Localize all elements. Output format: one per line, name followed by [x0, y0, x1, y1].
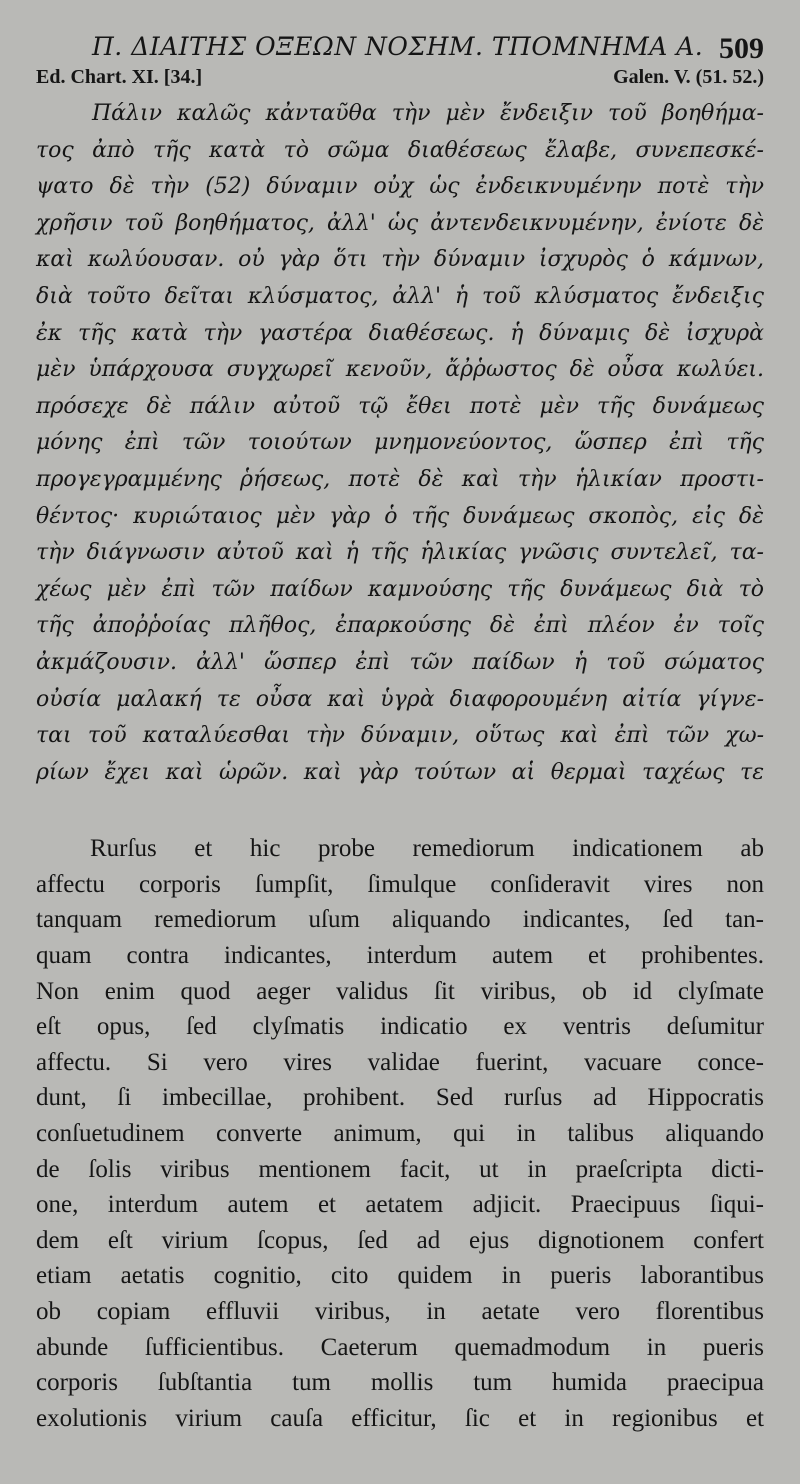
running-head [36, 30, 764, 66]
latin-line: etiam aetatis cognitio, cito quidem in pueris laborantibus [36, 1262, 764, 1290]
greek-line: ἐκ τῆς κατὰ τὴν γαστέρα διαθέσεως. ἡ δύναμις δὲ ἰσχυρὰ [36, 320, 764, 346]
latin-line: one, interdum autem et aetatem adjicit. Praecipuus ſiqui- [36, 1191, 764, 1219]
latin-text-block [36, 831, 764, 1436]
greek-text-block [36, 96, 764, 791]
latin-line: corporis ſubſtantia tum mollis tum humida praecipua [36, 1369, 764, 1397]
greek-line: ἀκμάζουσιν. ἀλλ' ὥσπερ ἐπὶ τῶν παίδων ἡ τοῦ σώματος [36, 649, 764, 675]
greek-line: τος ἀπὸ τῆς κατὰ τὸ σῶμα διαθέσεως ἔλαβε, συνεπεσκέ- [36, 137, 764, 163]
latin-line: conſuetudinem converte animum, qui in talibus aliquando [36, 1120, 764, 1148]
edition-galen-reference: Galen. V. (51. 52.) [613, 66, 764, 88]
greek-line: ψατο δὲ τὴν (52) δύναμιν οὐχ ὡς ἐνδεικνυμένην ποτὲ τὴν [36, 174, 764, 200]
greek-line: οὐσία μαλακή τε οὖσα καὶ ὑγρὰ διαφορουμένη αἰτία γίγνε- [36, 686, 764, 712]
edition-reference-line [36, 66, 764, 96]
latin-line: exolutionis virium cauſa efficitur, ſic et in regionibus et [36, 1404, 764, 1432]
latin-line: affectu. Si vero vires validae fuerint, vacuare conce- [36, 1048, 764, 1076]
greek-line: μὲν ὑπάρχουσα συγχωρεῖ κενοῦν, ἄῤῥωστος δὲ οὖσα κωλύει. [36, 357, 764, 383]
latin-line: tanquam remediorum uſum aliquando indicantes, ſed tan- [36, 906, 764, 934]
latin-line: quam contra indicantes, interdum autem et prohibentes. [36, 942, 764, 970]
page-number: 509 [719, 32, 764, 65]
latin-line: eſt opus, ſed clyſmatis indicatio ex ventris deſumitur [36, 1013, 764, 1041]
greek-line: ται τοῦ καταλύεσθαι τὴν δύναμιν, οὕτως καὶ ἐπὶ τῶν χω- [36, 723, 764, 749]
latin-line: abunde ſufficientibus. Caeterum quemadmodum in pueris [36, 1333, 764, 1361]
latin-line: Non enim quod aeger validus ſit viribus, ob id clyſmate [36, 977, 764, 1005]
edition-chart-reference: Ed. Chart. XI. [34.] [36, 66, 203, 88]
greek-line: θέντος· κυριώταιος μὲν γὰρ ὁ τῆς δυνάμεως σκοπὸς, εἰς δὲ [36, 503, 764, 529]
greek-line: προγεγραμμένης ῥήσεως, ποτὲ δὲ καὶ τὴν ἡλικίαν προστι- [36, 466, 764, 492]
greek-line: χέως μὲν ἐπὶ τῶν παίδων καμνούσης τῆς δυνάμεως διὰ τὸ [36, 576, 764, 602]
greek-line: ρίων ἔχει καὶ ὡρῶν. καὶ γὰρ τούτων αἱ θερμαὶ ταχέως τε [36, 759, 764, 785]
latin-line: ob copiam effluvii viribus, in aetate vero florentibus [36, 1298, 764, 1325]
greek-line: χρῆσιν τοῦ βοηθήματος, ἀλλ' ὡς ἀντενδεικνυμένην, ἐνίοτε δὲ [36, 210, 764, 236]
latin-line: affectu corporis ſumpſit, ſimulque conſideravit vires non [36, 870, 764, 898]
greek-line: πρόσεχε δὲ πάλιν αὐτοῦ τῷ ἔθει ποτὲ μὲν τῆς δυνάμεως [36, 393, 764, 419]
latin-line: Rurſus et hic probe remediorum indicationem ab [90, 835, 764, 863]
running-title: Π. ΔΙΑΙΤΗΣ ΟΞΕΩΝ ΝΟΣΗΜ. ΤΠΟΜΝΗΜΑ Α. [92, 32, 704, 61]
latin-line: de ſolis viribus mentionem facit, ut in praeſcripta dicti- [36, 1155, 764, 1183]
latin-line: dem eſt virium ſcopus, ſed ad ejus dignotionem confert [36, 1226, 764, 1254]
greek-line: καὶ κωλύουσαν. οὐ γὰρ ὅτι τὴν δύναμιν ἰσχυρὸς ὁ κάμνων, [36, 247, 764, 273]
greek-line: διὰ τοῦτο δεῖται κλύσματος, ἀλλ' ἡ τοῦ κλύσματος ἔνδειξις [36, 283, 764, 309]
greek-line: τῆς ἀποῤῥοίας πλῆθος, ἐπαρκούσης δὲ ἐπὶ πλέον ἐν τοῖς [36, 613, 764, 639]
greek-line: Πάλιν καλῶς κἀνταῦθα τὴν μὲν ἔνδειξιν τοῦ βοηθήμα- [92, 101, 764, 126]
greek-line: μόνης ἐπὶ τῶν τοιούτων μνημονεύοντος, ὥσπερ ἐπὶ τῆς [36, 430, 764, 456]
latin-line: dunt, ſi imbecillae, prohibent. Sed rurſus ad Hippocratis [36, 1084, 764, 1112]
greek-line: τὴν διάγνωσιν αὐτοῦ καὶ ἡ τῆς ἡλικίας γνῶσις συντελεῖ, τα- [36, 540, 764, 566]
